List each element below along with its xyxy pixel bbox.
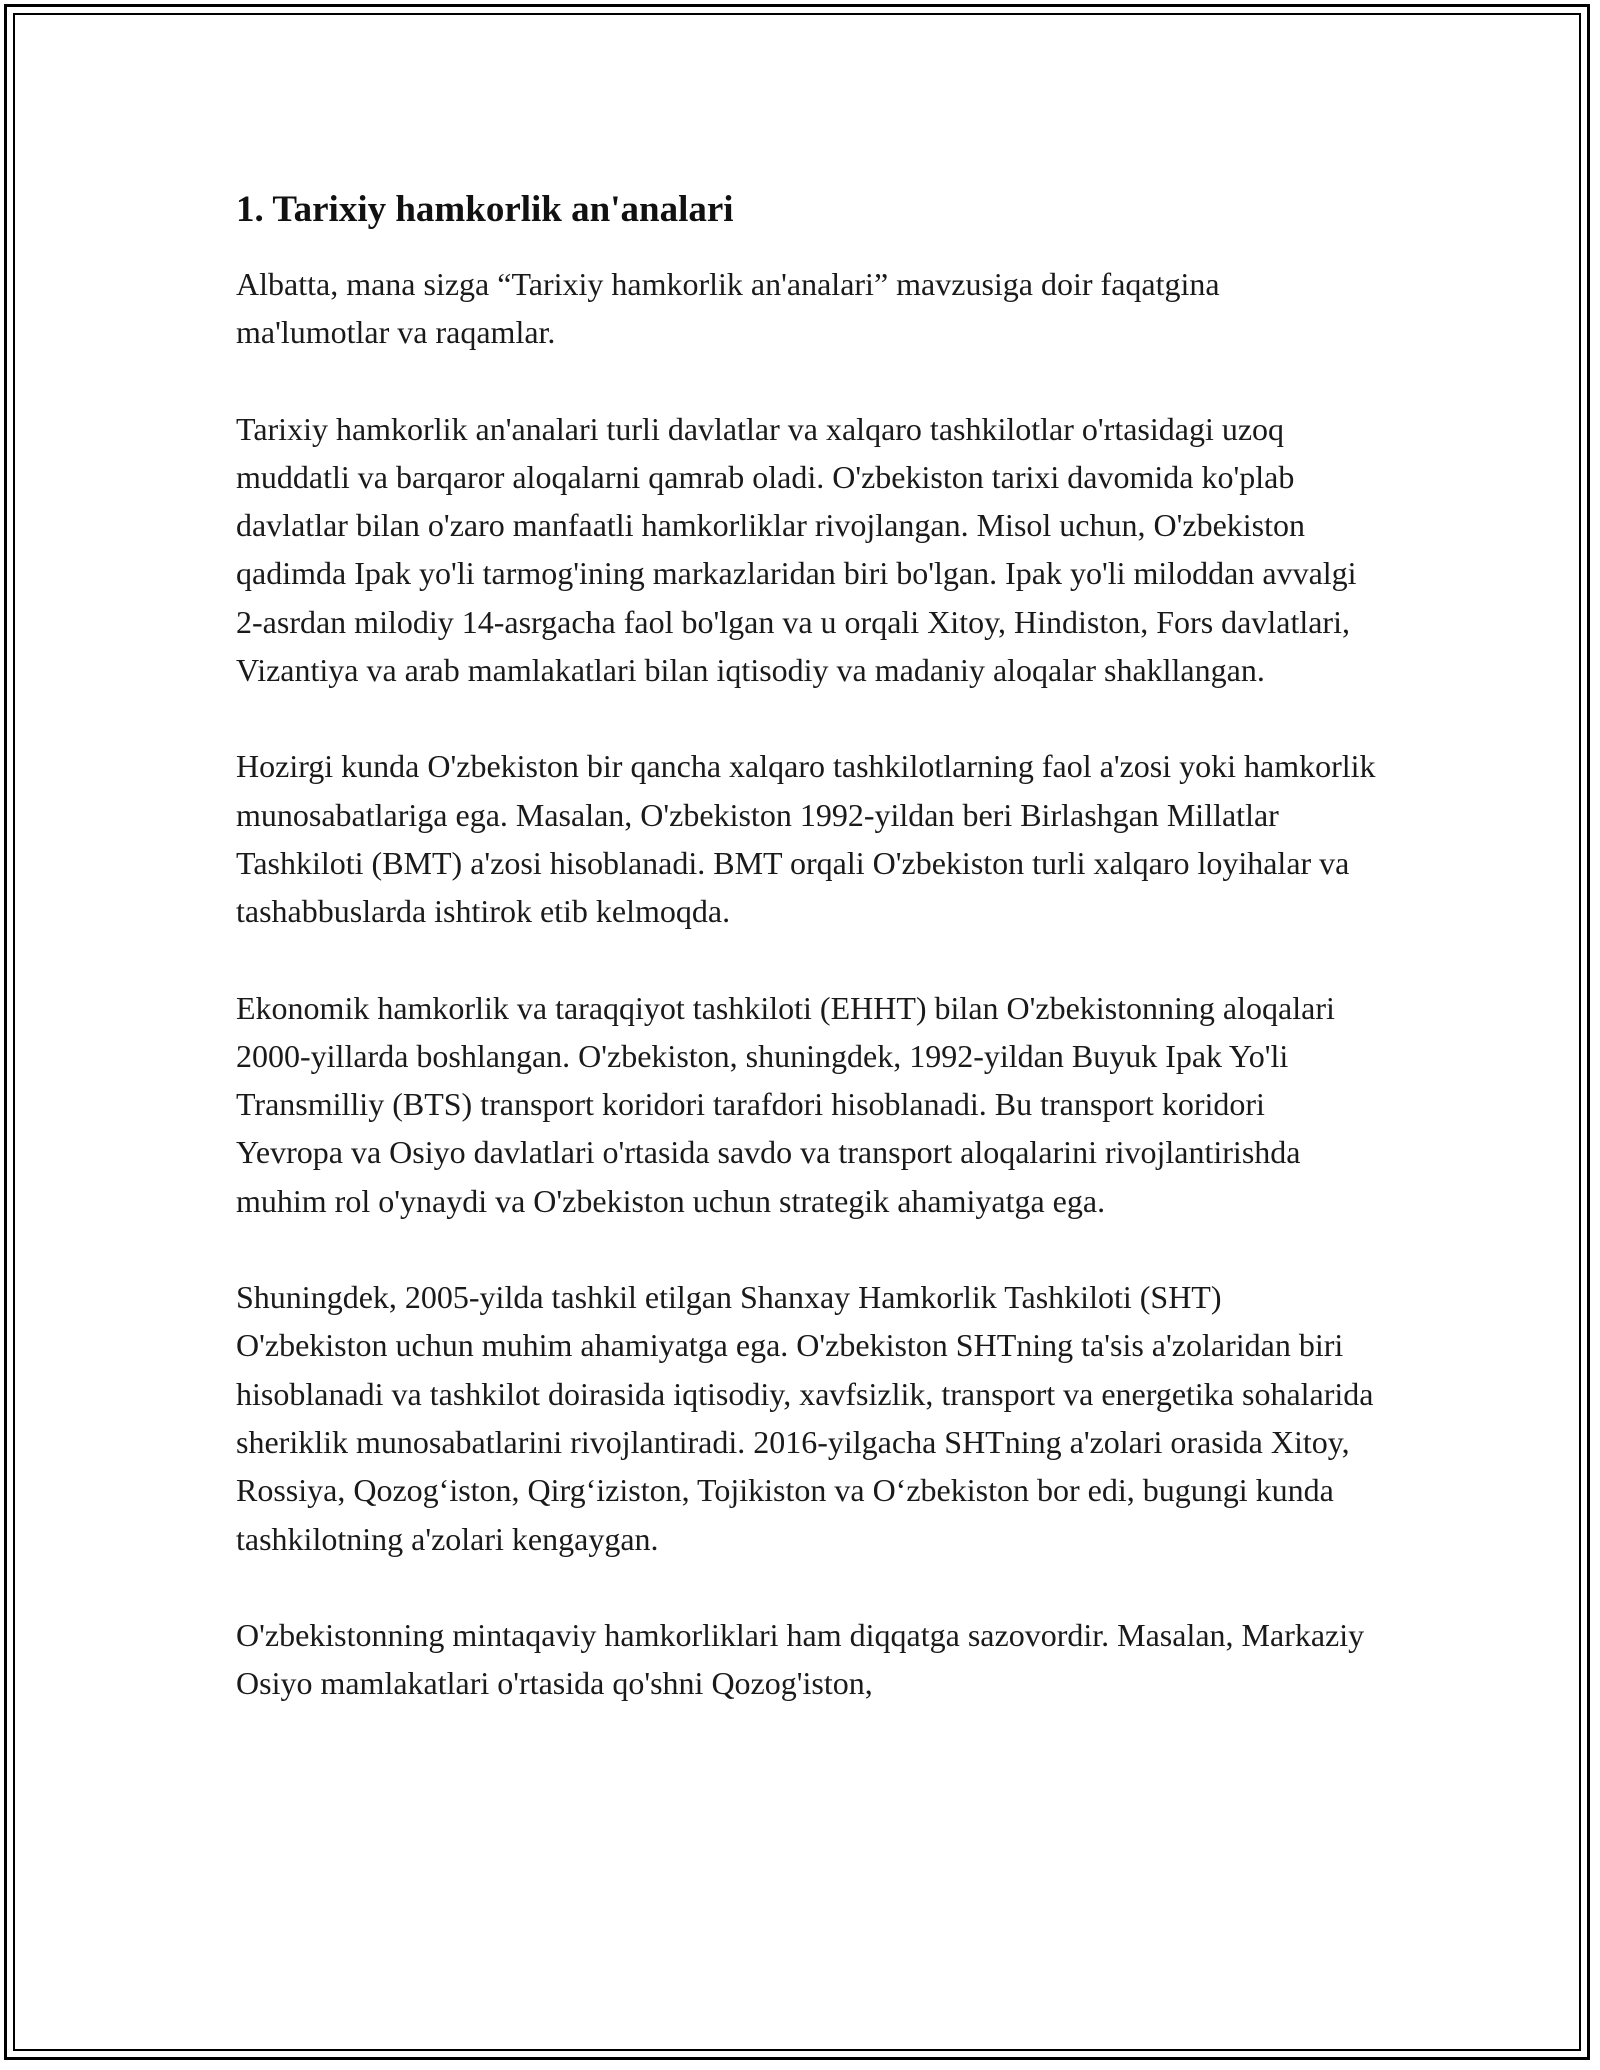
paragraph-intro: Albatta, mana sizga “Tarixiy hamkorlik an'analari” mavzusiga doir faqatgina ma'lumotlar va raqamlar. <box>236 266 1220 351</box>
paragraph-silk-road: Tarixiy hamkorlik an'analari turli davlatlar va xalqaro tashkilotlar o'rtasidagi uzoq muddatli va barqaror aloqalarni qamrab oladi. O'zbekiston tarixi davomida ko'plab davlatlar bilan o'zaro manfaatli hamkorliklar rivojlangan. Misol uchun, O'zbekiston qadimda Ipak yo'li tarmog'ining markazlaridan biri bo'lgan. Ipak yo'li miloddan avvalgi 2-asrdan milodiy 14-asrgacha faol bo'lgan va u orqali Xitoy, Hindiston, Fors davlatlari, Vizantiya va arab mamlakatlari bilan iqtisodiy va madaniy aloqalar shakllangan. <box>236 410 1357 689</box>
paragraph-sco: Shuningdek, 2005-yilda tashkil etilgan Shanxay Hamkorlik Tashkiloti (SHT) O'zbekiston uchun muhim ahamiyatga ega. O'zbekiston SHTning ta'sis a'zolaridan biri hisoblanadi va tashkilot doirasida iqtisodiy, xavfsizlik, transport va energetika sohalarida sheriklik munosabatlarini rivojlantiradi. 2016-yilgacha SHTning a'zolari orasida Xitoy, Rossiya, Qozog‘iston, Qirg‘iziston, Tojikiston va O‘zbekiston bor edi, bugungi kunda tashkilotning a'zolari kengaygan. <box>236 1279 1374 1557</box>
paragraph-regional-cooperation: O'zbekistonning mintaqaviy hamkorliklari ham diqqatga sazovordir. Masalan, Markaziy Osiyo mamlakatlari o'rtasida qo'shni Qozog'iston, <box>236 1616 1365 1702</box>
paragraph-un-membership: Hozirgi kunda O'zbekiston bir qancha xalqaro tashkilotlarning faol a'zosi yoki hamkorlik munosabatlariga ega. Masalan, O'zbekiston 1992-yildan beri Birlashgan Millatlar Tashkiloti (BMT) a'zosi hisoblanadi. BMT orqali O'zbekiston turli xalqaro loyihalar va tashabbuslarda ishtirok etib kelmoqda. <box>236 748 1376 930</box>
document-body <box>236 186 1376 1755</box>
section-heading: 1. Tarixiy hamkorlik an'analari <box>236 189 734 230</box>
paragraph-transport-corridor: Ekonomik hamkorlik va taraqqiyot tashkiloti (EHHT) bilan O'zbekistonning aloqalari 2000-yillarda boshlangan. O'zbekiston, shuningdek, 1992-yildan Buyuk Ipak Yo'li Transmilliy (BTS) transport koridori tarafdori hisoblanadi. Bu transport koridori Yevropa va Osiyo davlatlari o'rtasida savdo va transport aloqalarini rivojlantirishda muhim rol o'ynaydi va O'zbekiston uchun strategik ahamiyatga ega. <box>236 989 1335 1219</box>
